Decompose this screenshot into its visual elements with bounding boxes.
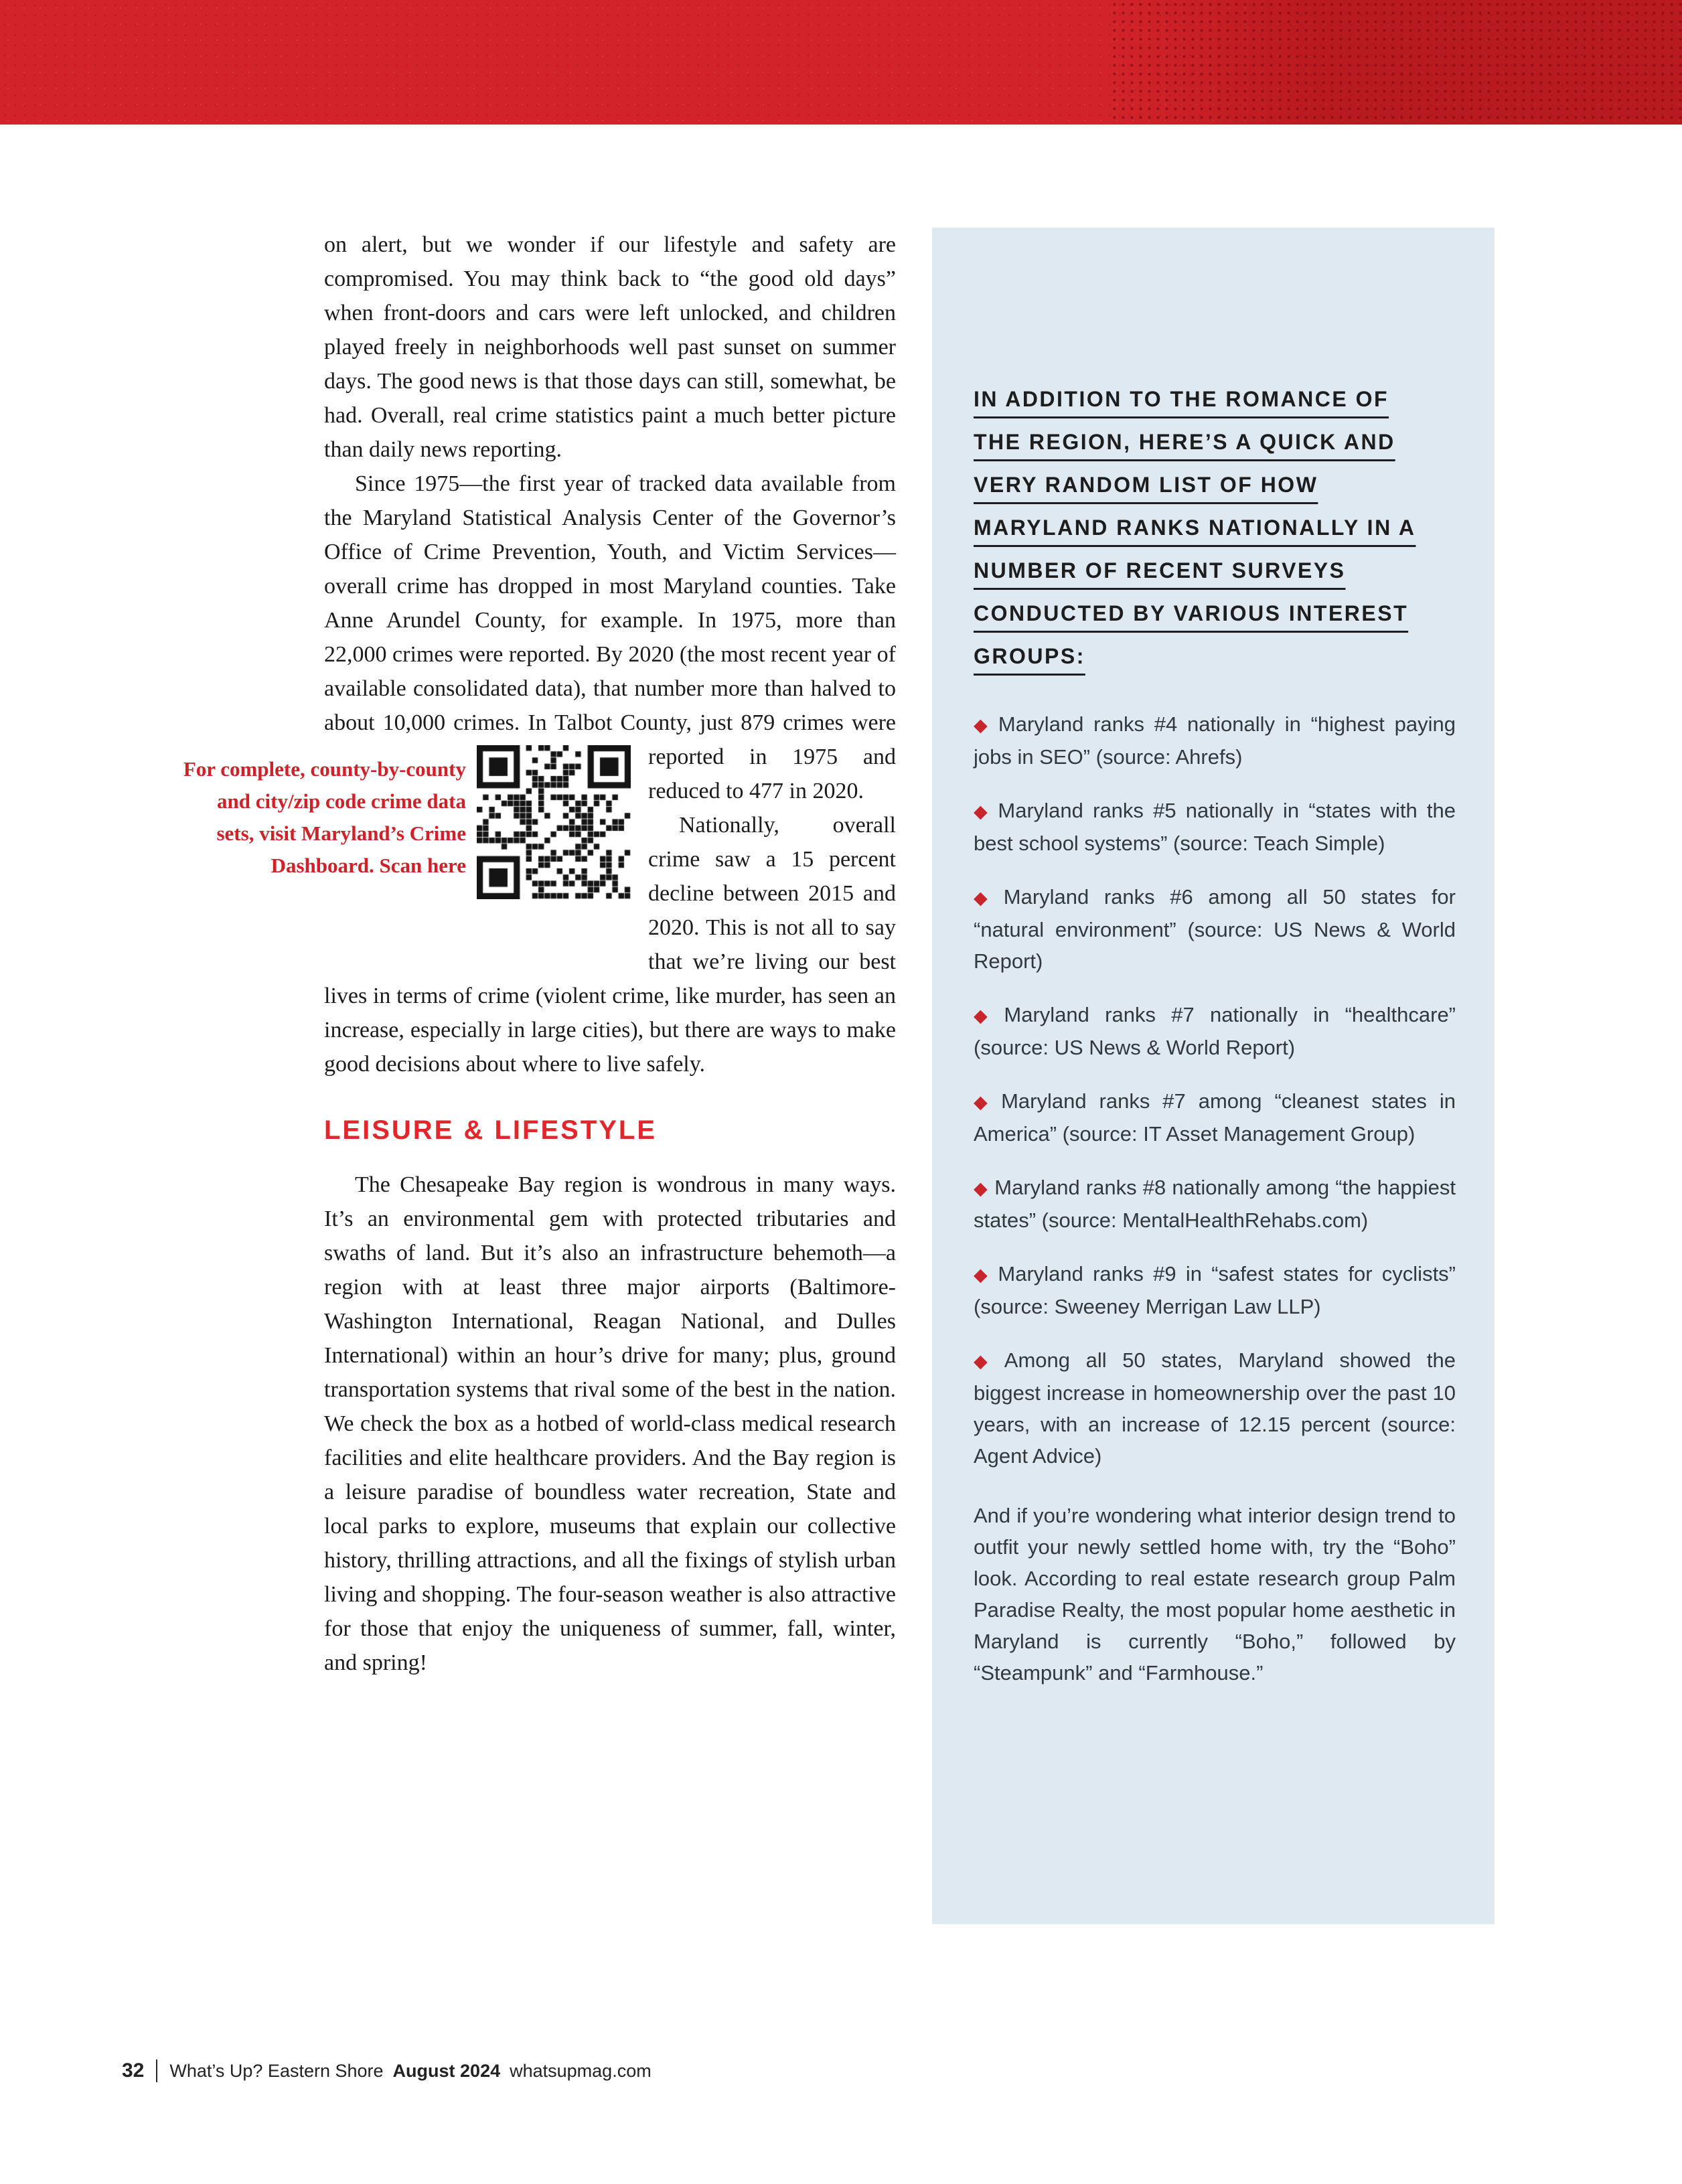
rankings-sidebar	[932, 228, 1495, 1924]
section-heading-leisure-lifestyle: LEISURE & LIFESTYLE	[324, 1115, 658, 1145]
page-footer	[122, 2059, 652, 2082]
top-red-banner	[0, 0, 1682, 125]
diamond-bullet-icon: ◆	[974, 715, 992, 735]
diamond-bullet-icon: ◆	[974, 801, 992, 822]
list-item-text: Maryland ranks #6 among all 50 states for “natural environment” (source: US News & World Report)	[974, 885, 1456, 973]
list-item-text: Among all 50 states, Maryland showed the biggest increase in homeownership over the past 10 years, with an increase of 12.15 percent (source: Agent Advice)	[974, 1348, 1456, 1468]
magazine-name: What’s Up? Eastern Shore	[169, 2060, 384, 2081]
qr-callout	[178, 745, 631, 899]
body-paragraph	[183, 467, 897, 877]
article-body-column	[183, 228, 897, 1680]
diamond-bullet-icon: ◆	[974, 1178, 988, 1198]
list-item	[974, 1258, 1456, 1322]
list-item	[974, 1172, 1456, 1236]
list-item-text: Maryland ranks #4 nationally in “highest paying jobs in SEO” (source: Ahrefs)	[974, 712, 1456, 769]
qr-caption: For complete, county-by-county and city/zip code crime data sets, visit Maryland’s Crime Dashboard. Scan here	[183, 757, 466, 877]
list-item-text: Maryland ranks #8 nationally among “the happiest states” (source: MentalHealthRehabs.com)	[974, 1176, 1456, 1232]
body-paragraph: Nationally, overall crime saw a 15 percent decline between 2015 and 2020. This is not all to say that we’re living our best lives in terms of crime (violent crime, like murder, has seen an increase, especially in large cities), but there are ways to make good decisions about where to live safely.	[324, 813, 896, 1077]
list-item	[974, 708, 1456, 773]
sidebar-closing-paragraph: And if you’re wondering what interior design trend to outfit your newly settled home with, try the “Boho” look. According to real estate research group Palm Paradise Realty, the most popular home aesthetic in Maryland is currently “Boho,” followed by “Steampunk” and “Farmhouse.”	[974, 1504, 1456, 1685]
footer-divider	[156, 2059, 157, 2082]
website-url: whatsupmag.com	[510, 2060, 652, 2081]
diamond-bullet-icon: ◆	[974, 888, 997, 908]
diamond-bullet-icon: ◆	[974, 1265, 992, 1285]
footer-text	[169, 2061, 651, 2082]
list-item-text: Maryland ranks #5 nationally in “states with the best school systems” (source: Teach Simple)	[974, 799, 1456, 855]
sidebar-heading: IN ADDITION TO THE ROMANCE OF THE REGION, HERE’S A QUICK AND VERY RANDOM LIST OF HOW MARYLAND RANKS NATIONALLY IN A NUMBER OF RECENT SURVEYS CONDUCTED BY VARIOUS INTEREST GROUPS:	[974, 387, 1416, 668]
list-item	[974, 881, 1456, 977]
page-number: 32	[122, 2059, 145, 2082]
diamond-bullet-icon: ◆	[974, 1006, 998, 1026]
diamond-bullet-icon: ◆	[974, 1351, 998, 1371]
qr-code	[477, 745, 631, 899]
list-item	[974, 999, 1456, 1063]
list-item-text: Maryland ranks #7 nationally in “healthcare” (source: US News & World Report)	[974, 1003, 1456, 1059]
list-item	[974, 1344, 1456, 1472]
list-item-text: Maryland ranks #7 among “cleanest states in America” (source: IT Asset Management Group)	[974, 1089, 1456, 1146]
list-item	[974, 1085, 1456, 1150]
issue-date: August 2024	[392, 2060, 501, 2081]
list-item-text: Maryland ranks #9 in “safest states for cyclists” (source: Sweeney Merrigan Law LLP)	[974, 1262, 1456, 1318]
body-paragraph: The Chesapeake Bay region is wondrous in many ways. It’s an environmental gem with protected tributaries and swaths of land. But it’s also an infrastructure behemoth—a region with at least three major airports (Baltimore-Washington International, Reagan National, and Dulles International) within an hour’s drive for many; plus, ground transportation systems that rival some of the best in the nation. We check the box as a hotbed of world-class medical research facilities and elite healthcare providers. And the Bay region is a leisure paradise of boundless water recreation, State and local parks to explore, museums that explain our collective history, thrilling attractions, and all the fixings of stylish urban living and shopping. The four-season weather is also attractive for those that enjoy the uniqueness of summer, fall, winter, and spring!	[324, 1172, 896, 1675]
diamond-bullet-icon: ◆	[974, 1092, 995, 1112]
body-text: Since 1975—the first year of tracked data available from the Maryland Statistical Analysis Center of the Governor’s Office of Crime Prevention, Youth, and Victim Services—overall crime has dropped in most Maryland counties. Take Anne Arundel County, for example. In 1975, more than 22,000 crimes were reported. By 2020 (the most recent year of available consolidated data), that number more than halved to about 10,000 crimes. In Talbot County, just 879 crimes were reported	[324, 471, 896, 769]
list-item	[974, 795, 1456, 859]
body-paragraph: on alert, but we wonder if our lifestyle and safety are compromised. You may think back to “the good old days” when front-doors and cars were left unlocked, and children played freely in neighborhoods well past sunset on summer days. The good news is that those days can still, somewhat, be had. Overall, real crime statistics paint a much better picture than daily news reporting.	[324, 232, 896, 462]
body-text: in 1975 and reduced to 477 in 2020.	[648, 745, 897, 803]
